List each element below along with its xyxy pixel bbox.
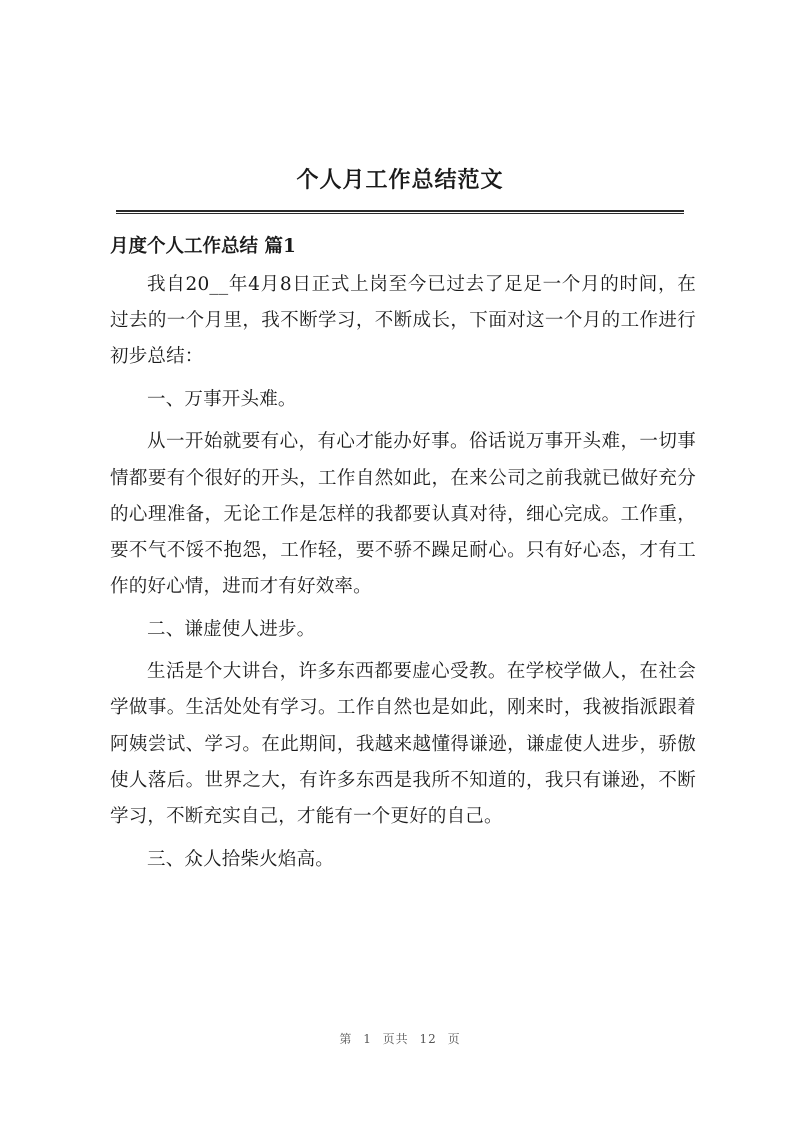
subheading-1: 一、万事开头难。 (147, 388, 297, 410)
paragraph-1: 从一开始就要有心，有心才能办好事。俗话说万事开头难，一切事情都要有个很好的开头，工作自然如此，在来公司之前我就已做好充分的心理准备，无论工作是怎样的我都要认真对待，细心完成。工作重，要不气不馁不抱怨，工作轻，要不骄不躁足耐心。只有好心态，才有工作的好心情，进而才有好效率。 (110, 431, 696, 598)
paragraph-2: 生活是个大讲台，许多东西都要虚心受教。在学校学做人，在社会学做事。生活处处有学习。工作自然也是如此，刚来时，我被指派跟着阿姨尝试、学习。在此期间，我越来越懂得谦逊，谦虚使人进步，骄傲使人落后。世界之大，有许多东西是我所不知道的，我只有谦逊，不断学习，不断充实自己，才能有一个更好的自己。 (110, 661, 696, 828)
subheading-2: 二、谦虚使人进步。 (147, 618, 316, 640)
page-footer: 第 1 页共 12 页 (339, 1032, 461, 1046)
title-divider (116, 210, 684, 214)
document-body (110, 267, 696, 884)
subheading-3: 三、众人拾柴火焰高。 (147, 848, 335, 870)
paragraph-intro: 我自20__年4月8日正式上岗至今已过去了足足一个月的时间，在过去的一个月里，我不断学习，不断成长，下面对这一个月的工作进行初步总结： (110, 274, 696, 368)
document-title: 个人月工作总结范文 (296, 167, 504, 193)
section-heading: 月度个人工作总结 篇1 (110, 236, 296, 257)
